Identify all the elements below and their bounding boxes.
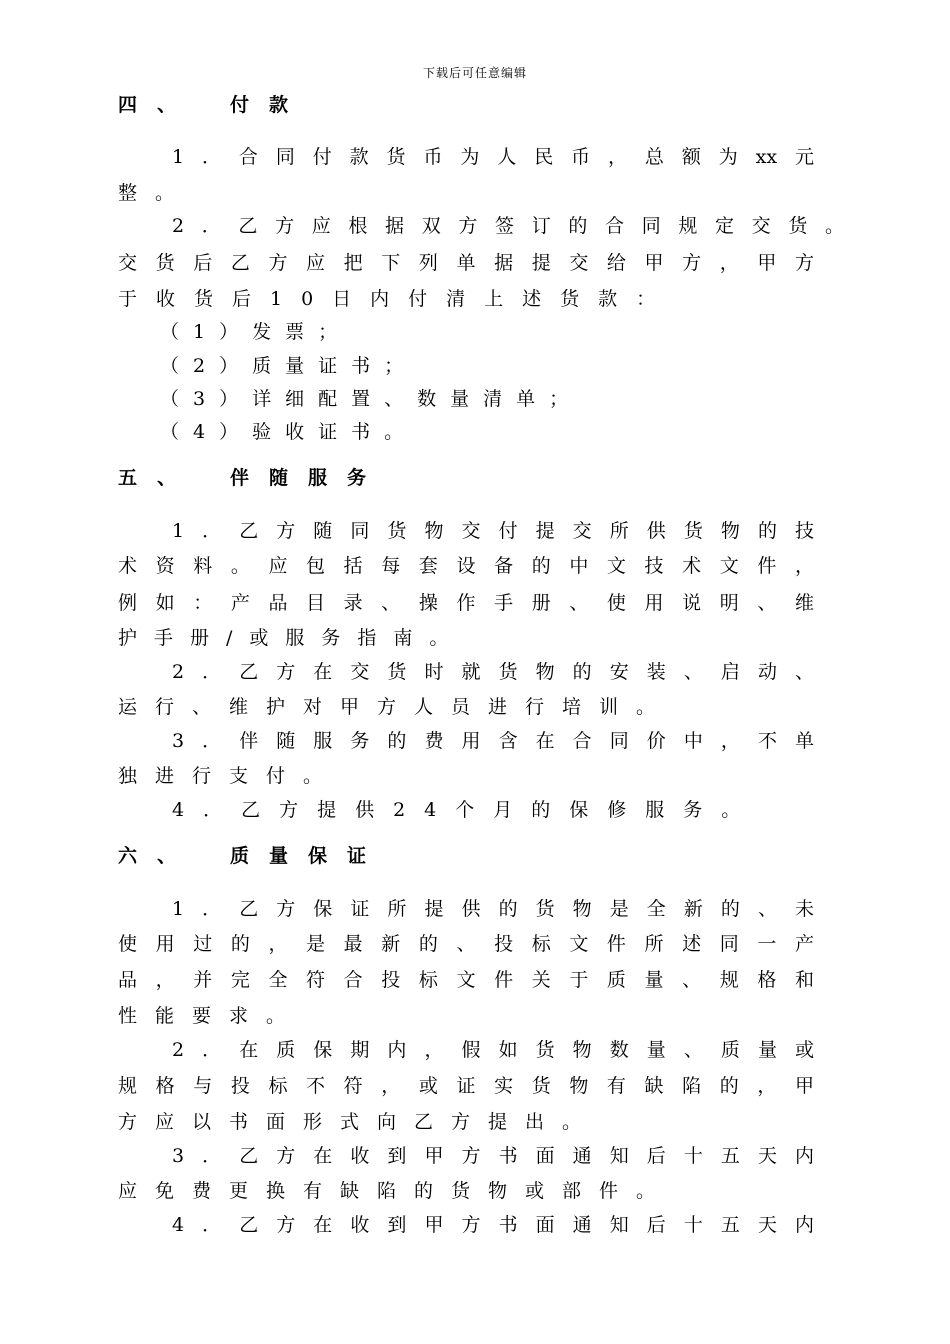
- paragraph-line: 规格与投标不符，或证实货物有缺陷的，甲: [118, 1075, 814, 1097]
- paragraph-line: 使用过的，是最新的、投标文件所述同一产: [118, 933, 814, 955]
- section-number: 四、: [118, 94, 197, 116]
- paragraph-line: 性能要求。: [118, 1005, 304, 1027]
- paragraph-line: 应免费更换有缺陷的货物或部件。: [118, 1180, 674, 1202]
- paragraph-line: 4．乙方在收到甲方书面通知后十五天内: [172, 1214, 814, 1236]
- paragraph-line: 4．乙方提供24个月的保修服务。: [172, 799, 760, 821]
- section-title: 付款: [230, 94, 309, 116]
- paragraph-line: 2．乙方在交货时就货物的安装、启动、: [172, 661, 814, 683]
- paragraph-line: 品，并完全符合投标文件关于质量、规格和: [118, 969, 814, 991]
- section-heading-warranty: [118, 843, 386, 869]
- paragraph-line: 运行、维护对甲方人员进行培训。: [118, 696, 674, 718]
- paragraph-line: 3．乙方在收到甲方书面通知后十五天内: [172, 1145, 814, 1167]
- list-item: （4）验收证书。: [160, 421, 418, 443]
- paragraph-line: 例如：产品目录、操作手册、使用说明、维: [118, 592, 814, 614]
- paragraph-line: 方应以书面形式向乙方提出。: [118, 1111, 600, 1133]
- paragraph-line: 1．合同付款货币为人民币，总额为xx元: [172, 146, 814, 168]
- list-item: （2）质量证书；: [160, 355, 418, 377]
- paragraph-line: 2．乙方应根据双方签订的合同规定交货。: [172, 215, 844, 237]
- paragraph-line: 整。: [118, 182, 193, 204]
- paragraph-line: 术资料。应包括每套设备的中文技术文件，: [118, 555, 814, 577]
- paragraph-line: 1．乙方随同货物交付提交所供货物的技: [172, 520, 814, 542]
- paragraph-line: 交货后乙方应把下列单据提交给甲方，甲方: [118, 252, 814, 274]
- section-number: 六、: [118, 845, 197, 867]
- paragraph-line: 护手册/或服务指南。: [118, 627, 466, 649]
- paragraph-line: 2．在质保期内，假如货物数量、质量或: [172, 1039, 814, 1061]
- page-header: 下载后可任意编辑: [422, 66, 527, 80]
- section-number: 五、: [118, 467, 197, 489]
- list-item: （3）详细配置、数量清单；: [160, 388, 583, 410]
- paragraph-line: 1．乙方保证所提供的货物是全新的、未: [172, 898, 814, 920]
- section-title: 伴随服务: [230, 467, 387, 489]
- section-heading-payment: [118, 92, 308, 118]
- list-item: （1）发票；: [160, 321, 352, 343]
- paragraph-line: 于收货后10日内付清上述货款：: [118, 288, 675, 310]
- paragraph-line: 独进行支付。: [118, 765, 341, 787]
- section-heading-services: [118, 465, 386, 491]
- paragraph-line: 3．伴随服务的费用含在合同价中，不单: [172, 730, 814, 752]
- section-title: 质量保证: [230, 845, 387, 867]
